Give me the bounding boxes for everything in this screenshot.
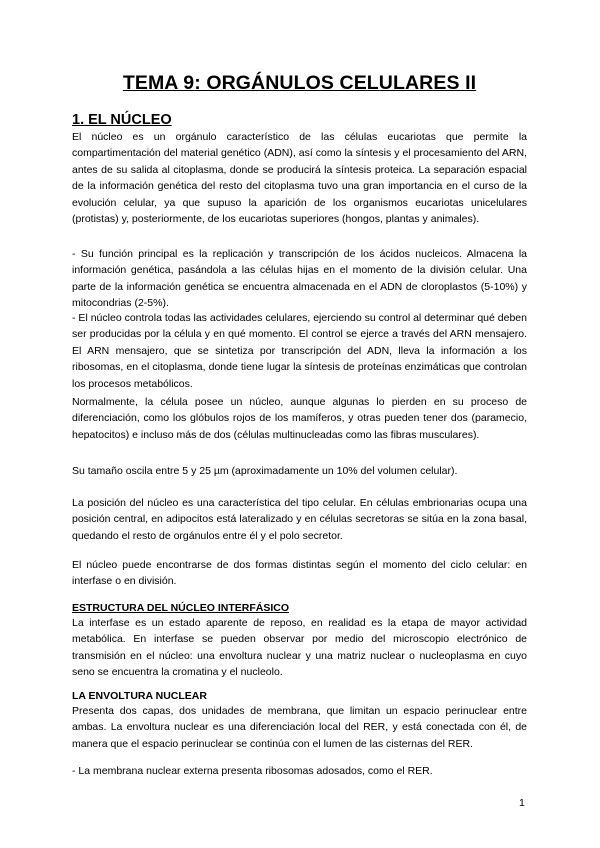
paragraph-control: - El núcleo controla todas las actividades celulares, ejerciendo su control al determinar qué deben ser producidas por la célula y en qué momento. El control se ejerce a través del ARN mensajero. El ARN mensajero, que se sintetiza por transcripción del ADN, lleva la información a los ribosomas, en el citoplasma, donde tiene lugar la síntesis de proteínas enzimáticas que controlan los procesos metabólicos. [72, 312, 527, 390]
paragraph-interfase: La interfase es un estado aparente de reposo, en realidad es la etapa de mayor actividad metabólica. En interfase se pueden observar por medio del microscopio electrónico de transmisión en el núcleo: una envoltura nuclear y una matriz nuclear o nucleoplasma en cuyo seno se encuentra la cromatina y el nucleolo. [72, 617, 527, 679]
page-number: 1 [519, 797, 525, 809]
paragraph-formas: El núcleo puede encontrarse de dos formas distintas según el momento del ciclo celular: en interfase o en división. [72, 559, 527, 588]
section-heading-nucleo: 1. EL NÚCLEO [72, 112, 172, 128]
paragraph-tamano: Su tamaño oscila entre 5 y 25 µm (aproximadamente un 10% del volumen celular). [72, 465, 458, 477]
paragraph-envoltura: Presenta dos capas, dos unidades de membrana, que limitan un espacio perinuclear entre ambas. La envoltura nuclear es una diferenciación local del RER, y está conectada con él, de manera que el espacio perinuclear se continúa con el lumen de las cisternas del RER. [72, 705, 527, 750]
subheading-estructura: ESTRUCTURA DEL NÚCLEO INTERFÁSICO [72, 602, 290, 614]
subheading-envoltura: LA ENVOLTURA NUCLEAR [72, 690, 207, 702]
page-title: TEMA 9: ORGÁNULOS CELULARES II [122, 72, 477, 94]
paragraph-numero: Normalmente, la célula posee un núcleo, aunque algunas lo pierden en su proceso de diferenciación, como los glóbulos rojos de los mamíferos, y otras pueden tener dos (paramecio, hepatocitos) e incluso más de dos (células multinucleadas como las fibras musculares). [72, 396, 527, 441]
paragraph-funcion: - Su función principal es la replicación y transcripción de los ácidos nucleicos. Almacena la información genética, pasándola a las células hijas en el momento de la división celular. Una parte de la información genética se encuentra almacenada en el ADN de cloroplastos (5-10%) y mitocondrias (2-5%). [72, 248, 527, 310]
paragraph-intro: El núcleo es un orgánulo característico de las células eucariotas que permite la compartimentación del material genético (ADN), así como la síntesis y el procesamiento del ARN, antes de su salida al citoplasma, donde se producirá la síntesis proteica. La separación espacial de la información genética del resto del citoplasma tuvo una gran importancia en el curso de la evolución celular, ya que supuso la aparición de los organismos eucariotas unicelulares (protistas) y, posteriormente, de los eucariotas superiores (hongos, plantas y animales). [72, 131, 527, 226]
paragraph-posicion: La posición del núcleo es una característica del tipo celular. En células embrionarias ocupa una posición central, en adipocitos está lateralizado y en células secretoras se sitúa en la zona basal, quedando el resto de orgánulos entre él y el polo secretor. [72, 497, 527, 542]
paragraph-membrana-externa: - La membrana nuclear externa presenta ribosomas adosados, como el RER. [72, 765, 433, 777]
